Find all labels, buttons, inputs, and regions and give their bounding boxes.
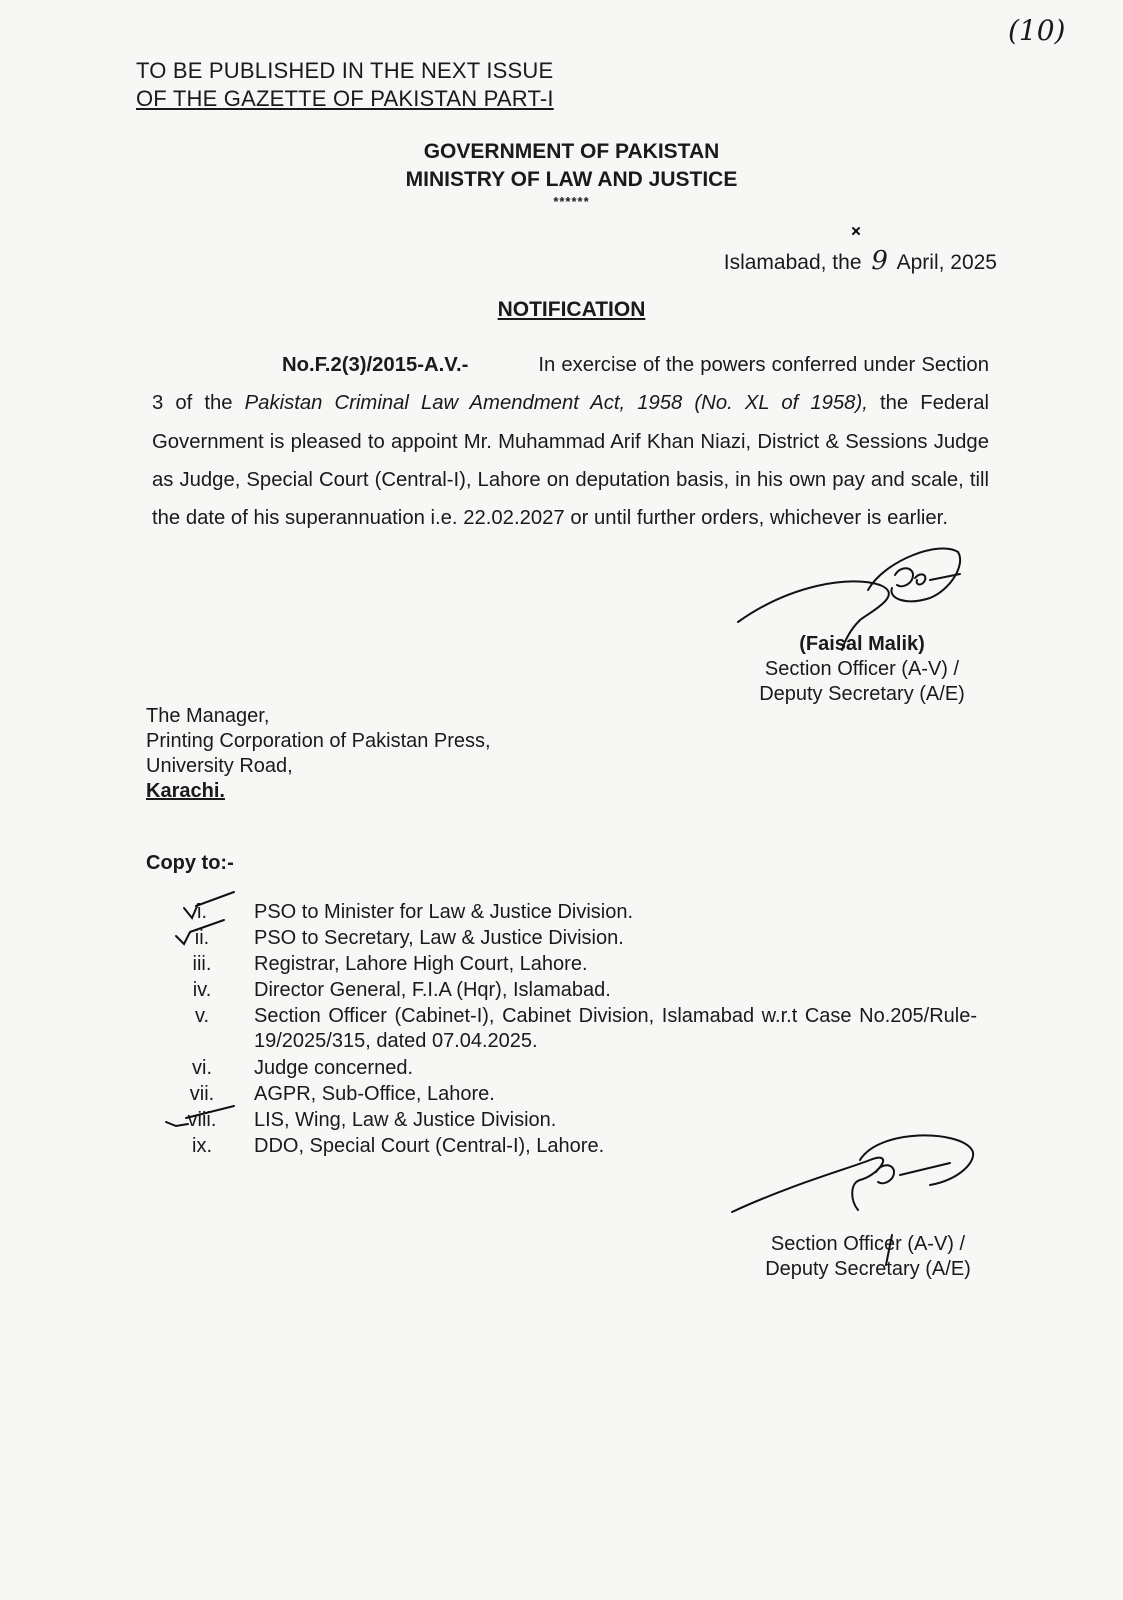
signature-mark — [732, 1158, 883, 1212]
page-number-mark: (10) — [1008, 14, 1066, 47]
addressee-city: Karachi. — [146, 780, 225, 802]
ministry-heading: MINISTRY OF LAW AND JUSTICE — [405, 168, 738, 191]
list-item — [0, 978, 1123, 1003]
signature-block — [742, 632, 982, 707]
list-item — [0, 1108, 1123, 1133]
list-item-text: DDO, Special Court (Central-I), Lahore. — [254, 1135, 605, 1157]
list-item-number: v. — [194, 1005, 210, 1027]
signature-mark — [930, 574, 960, 580]
signatory-designation1: Section Officer (A-V) / — [764, 658, 960, 680]
signature-mark — [895, 568, 913, 586]
addressee-line2: Printing Corporation of Pakistan Press, — [146, 730, 491, 752]
notification-title: NOTIFICATION — [497, 298, 646, 321]
list-item-number: iii. — [192, 953, 212, 975]
government-heading: GOVERNMENT OF PAKISTAN — [423, 140, 720, 163]
copy-to-label: Copy to:- — [146, 852, 234, 874]
list-item-text: AGPR, Sub-Office, Lahore. — [254, 1083, 495, 1105]
list-item-number: vi. — [192, 1057, 212, 1079]
list-item-number: iv. — [192, 979, 212, 1001]
list-item-text: Registrar, Lahore High Court, Lahore. — [254, 953, 588, 975]
copy-to-list — [0, 900, 1123, 1160]
date-suffix: April, 2025 — [896, 251, 997, 274]
body-intro: In exercise of the powers conferred under Section 3 of the — [152, 354, 989, 415]
list-item — [0, 952, 1123, 977]
footer-designation1: Section Officer (A-V) / — [770, 1233, 966, 1255]
addressee-line3: University Road, — [146, 755, 293, 777]
list-item-number: vii. — [189, 1083, 215, 1105]
list-item — [0, 1004, 1123, 1055]
list-item-text: PSO to Secretary, Law & Justice Division. — [254, 927, 624, 949]
list-item — [0, 1056, 1123, 1081]
issue-date — [724, 246, 997, 276]
list-item-text: Judge concerned. — [254, 1057, 414, 1079]
list-item — [0, 1134, 1123, 1159]
list-item-text: PSO to Minister for Law & Justice Division. — [254, 901, 634, 923]
notification-reference: No.F.2(3)/2015-A.V.- — [282, 354, 469, 376]
date-superscript-mark — [853, 228, 859, 234]
addressee-line1: The Manager, — [146, 705, 270, 727]
list-item-number: viii. — [187, 1109, 217, 1131]
act-name: Pakistan Criminal Law Amendment Act, 1958 (No. XL of 1958), — [244, 392, 868, 415]
list-item-number: ix. — [192, 1135, 212, 1157]
date-day: 9 — [871, 246, 888, 276]
footer-signature-block — [748, 1232, 988, 1282]
publication-note-line1: TO BE PUBLISHED IN THE NEXT ISSUE — [136, 58, 554, 83]
body-main: the Federal Government is pleased to appoint Mr. Muhammad Arif Khan Niazi, District & Sessions Judge as Judge, Special Court (Central-I), Lahore on deputation basis, in his own pay and scale, till the date of his superannuation i.e. 22.02.2027 or until further orders, whichever is earlier. — [152, 392, 989, 530]
list-item — [0, 900, 1123, 925]
notification-body — [152, 346, 989, 537]
signatory-designation2: Deputy Secretary (A/E) — [759, 683, 965, 705]
list-item-number: i. — [197, 901, 207, 923]
signatory-name: (Faisal Malik) — [799, 633, 925, 655]
list-item-text: Section Officer (Cabinet-I), Cabinet Division, Islamabad w.r.t Case No.205/Rule-19/2025/315, dated 07.04.2025. — [254, 1005, 977, 1052]
addressee-block — [146, 704, 491, 804]
list-item-number: ii. — [194, 927, 210, 949]
footer-designation2: Deputy Secretary (A/E) — [765, 1258, 971, 1280]
list-item — [0, 926, 1123, 951]
list-item-text: Director General, F.I.A (Hqr), Islamabad. — [254, 979, 611, 1001]
signature-mark — [900, 1163, 950, 1175]
list-item-text: LIS, Wing, Law & Justice Division. — [254, 1109, 557, 1131]
list-item — [0, 1082, 1123, 1107]
header-separator: ****** — [553, 194, 590, 209]
signature-mark — [915, 574, 925, 584]
signature-mark — [868, 548, 960, 601]
publication-note-line2: OF THE GAZETTE OF PAKISTAN PART-I — [136, 86, 554, 111]
date-prefix: Islamabad, the — [723, 251, 862, 274]
signature-mark — [876, 1165, 894, 1183]
